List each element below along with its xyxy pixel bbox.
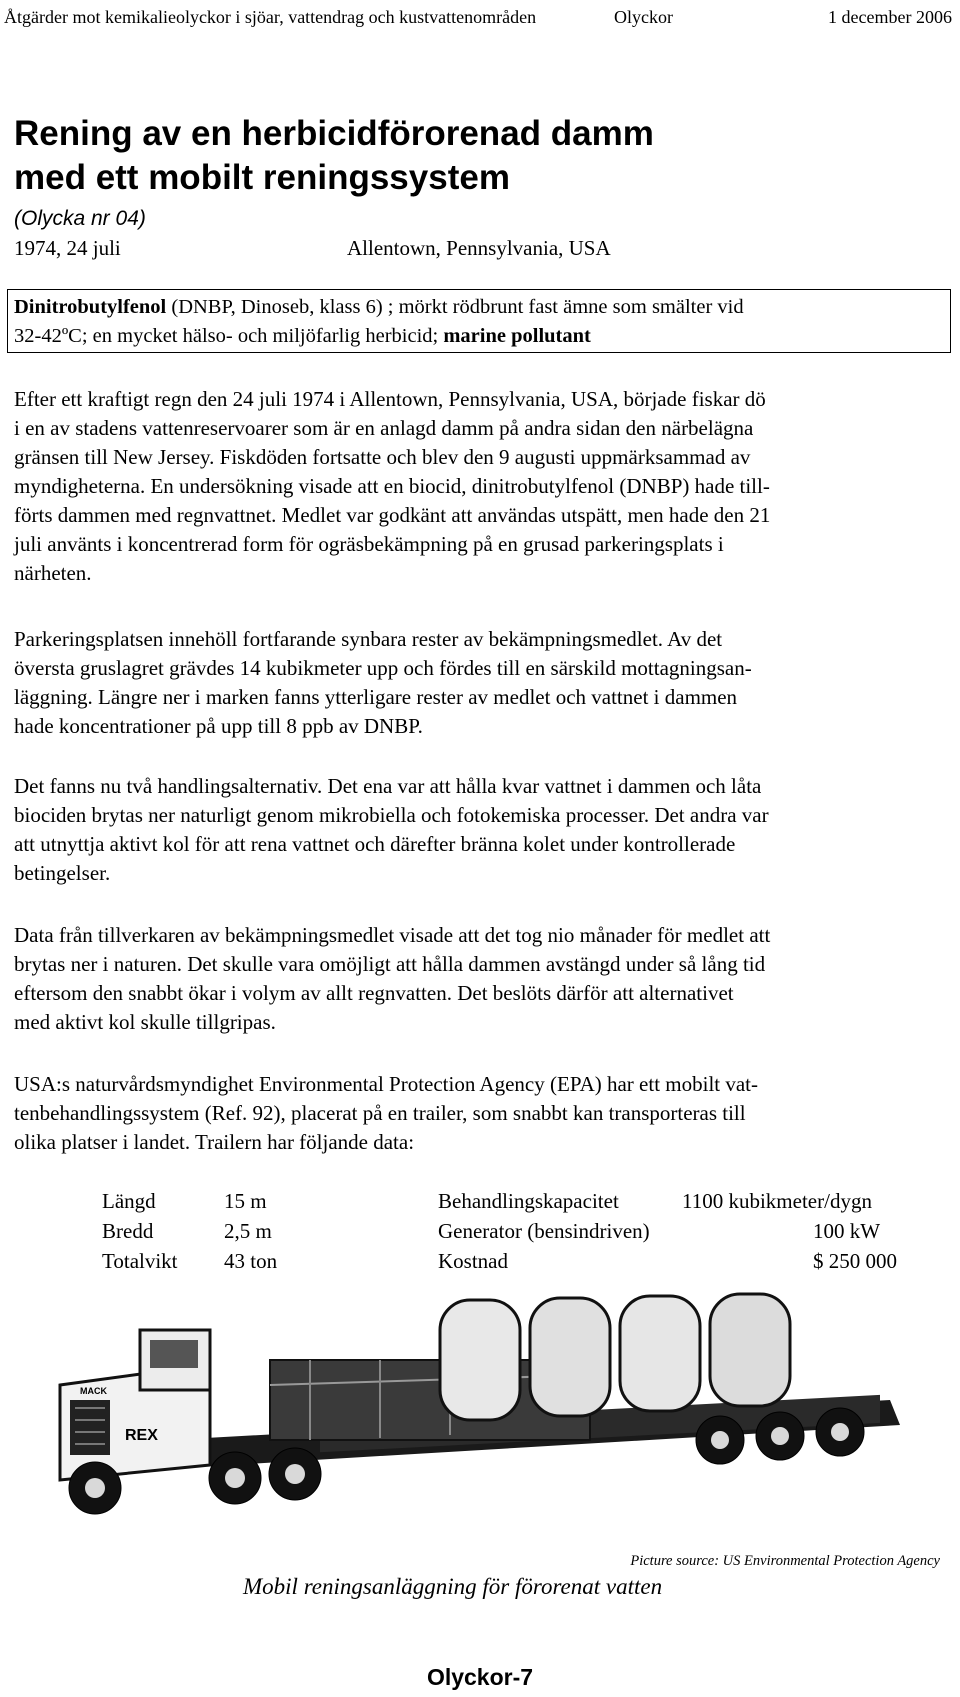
- page-footer: Olyckor-7: [426, 1664, 534, 1690]
- spec-value: $ 250 000: [813, 1249, 897, 1273]
- spec-row: [102, 1216, 922, 1246]
- text-line: olika platser i landet. Trailern har följande data:: [14, 1130, 415, 1154]
- header-date: 1 december 2006: [828, 7, 952, 27]
- chemical-info-box: [7, 289, 951, 353]
- spec-label: Generator (bensindriven): [438, 1219, 650, 1243]
- paragraph-2: [14, 625, 942, 741]
- text-line: i en av stadens vattenreservoarer som är en anlagd damm på andra sidan den närbelägna: [14, 416, 754, 440]
- text-line: närheten.: [14, 561, 92, 585]
- spec-value: 1100 kubikmeter/dygn: [682, 1189, 872, 1213]
- accident-number: (Olycka nr 04): [14, 207, 146, 230]
- text-line: USA:s naturvårdsmyndighet Environmental Protection Agency (EPA) har ett mobilt vat-: [14, 1072, 759, 1096]
- text-line: juli använts i koncentrerad form för ogräsbekämpning på en grusad parkeringsplats i: [14, 532, 724, 556]
- text-line: gränsen till New Jersey. Fiskdöden fortsatte och blev den 9 augusti uppmärksammad av: [14, 445, 751, 469]
- truck-door-text: REX: [125, 1427, 158, 1444]
- figure-caption: Mobil reningsanläggning för förorenat vatten: [243, 1574, 663, 1599]
- paragraph-4: [14, 921, 942, 1037]
- mobile-treatment-trailer-photo: [20, 1290, 930, 1550]
- text-line: tenbehandlingssystem (Ref. 92), placerat på en trailer, som snabbt kan transporteras till: [14, 1101, 746, 1125]
- spec-label: Kostnad: [438, 1249, 508, 1273]
- text-line: Data från tillverkaren av bekämpningsmedlet visade att det tog nio månader för medlet att: [14, 923, 771, 947]
- title-line-1: Rening av en herbicidförorenad damm: [14, 114, 654, 153]
- header-section: Olyckor: [614, 7, 673, 27]
- text-line: biociden brytas ner naturligt genom mikrobiella och fotokemiska processer. Det andra var: [14, 803, 769, 827]
- spec-label: Behandlingskapacitet: [438, 1189, 619, 1213]
- text-line: förts dammen med regnvattnet. Medlet var godkänt att användas utspätt, men hade den 21: [14, 503, 771, 527]
- page-title: [14, 112, 654, 200]
- page-header: [0, 4, 960, 30]
- chemical-name: Dinitrobutylfenol: [14, 296, 167, 318]
- spec-row: [102, 1246, 922, 1276]
- chemical-description-2: 32-42ºC; en mycket hälso- och miljöfarlig herbicid;: [14, 325, 444, 347]
- chemical-description-1: (DNBP, Dinoseb, klass 6) ; mörkt rödbrunt fast ämne som smälter vid: [166, 296, 744, 318]
- text-line: eftersom den snabbt ökar i volym av allt regnvatten. Det beslöts därför att alternativet: [14, 981, 734, 1005]
- text-line: Parkeringsplatsen innehöll fortfarande synbara rester av bekämpningsmedlet. Av det: [14, 627, 723, 651]
- spec-value: 100 kW: [813, 1219, 881, 1243]
- spec-row: [102, 1186, 922, 1216]
- cab-label-text: MACK: [80, 1386, 107, 1396]
- text-line: översta gruslagret grävdes 14 kubikmeter upp och fördes till en särskild mottagningsan-: [14, 656, 752, 680]
- spec-label: Längd: [102, 1189, 156, 1213]
- text-line: Efter ett kraftigt regn den 24 juli 1974 i Allentown, Pennsylvania, USA, började fiskar dö: [14, 387, 766, 411]
- paragraph-1: [14, 385, 942, 588]
- spec-value: 2,5 m: [224, 1219, 272, 1243]
- text-line: myndigheterna. En undersökning visade att en biocid, dinitrobutylfenol (DNBP) hade till-: [14, 474, 770, 498]
- text-line: hade koncentrationer på upp till 8 ppb av DNBP.: [14, 714, 423, 738]
- picture-source: Picture source: US Environmental Protection Agency: [630, 1553, 940, 1569]
- dateline: [14, 234, 914, 262]
- header-document-title: Åtgärder mot kemikalieolyckor i sjöar, vattendrag och kustvattenområden: [4, 7, 537, 27]
- spec-label: Bredd: [102, 1219, 154, 1243]
- title-line-2: med ett mobilt reningssystem: [14, 158, 510, 197]
- text-line: läggning. Längre ner i marken fanns ytterligare rester av medlet och vattnet i dammen: [14, 685, 738, 709]
- text-line: att utnyttja aktivt kol för att rena vattnet och därefter bränna kolet under kontrollerade: [14, 832, 736, 856]
- spec-label: Totalvikt: [102, 1249, 178, 1273]
- spec-value: 43 ton: [224, 1249, 278, 1273]
- text-line: brytas ner i naturen. Det skulle vara omöjligt att hålla dammen avstängd under så lång tid: [14, 952, 766, 976]
- spec-value: 15 m: [224, 1189, 267, 1213]
- text-line: betingelser.: [14, 861, 111, 885]
- paragraph-3: [14, 772, 942, 888]
- accident-date: 1974, 24 juli: [14, 236, 121, 260]
- text-line: Det fanns nu två handlingsalternativ. Det ena var att hålla kvar vattnet i dammen och låta: [14, 774, 762, 798]
- accident-place: Allentown, Pennsylvania, USA: [347, 236, 611, 260]
- marine-pollutant-label: marine pollutant: [443, 325, 591, 347]
- trailer-specs-table: [102, 1186, 922, 1276]
- paragraph-5: [14, 1070, 942, 1157]
- text-line: med aktivt kol skulle tillgripas.: [14, 1010, 276, 1034]
